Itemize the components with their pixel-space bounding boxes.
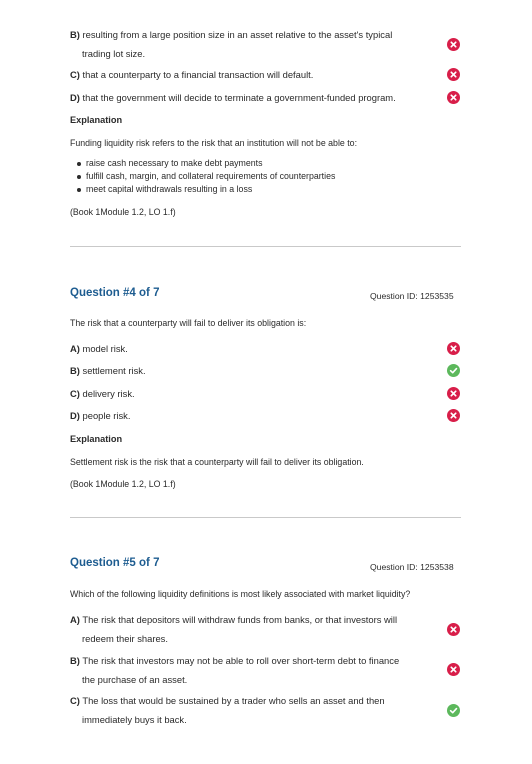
question-text: The risk that a counterparty will fail to deliver its obligation is: [70,318,307,328]
q4-option-c [70,384,438,403]
option-text-continued: the purchase of an asset. [82,674,188,685]
option-text: model risk. [82,343,128,354]
option-text-continued: immediately buys it back. [82,714,187,725]
option-letter: B) [70,29,80,40]
explanation-bullet: raise cash necessary to make debt payments [86,158,263,168]
question-text: Which of the following liquidity definitions is most likely associated with market liquidity? [70,589,411,599]
option-text: that a counterparty to a financial transaction will default. [82,69,314,80]
question-title: Question #4 of 7 [70,287,160,299]
q4-option-b [70,361,438,380]
q4-option-d [70,406,438,425]
option-letter: C) [70,695,80,706]
option-text: resulting from a large position size in an asset relative to the asset's typical [82,29,393,40]
divider [70,517,461,518]
q5-option-a [70,610,438,648]
option-text-continued: redeem their shares. [82,633,168,644]
option-text: that the government will decide to terminate a government-funded program. [82,92,396,103]
question-id: Question ID: 1253538 [370,562,454,572]
option-text: The risk that investors may not be able to roll over short-term debt to finance [82,655,400,666]
q5-option-c [70,691,438,729]
option-text: people risk. [82,410,131,421]
divider [70,246,461,247]
option-text: The loss that would be sustained by a trader who sells an asset and then [82,695,385,706]
explanation-heading: Explanation [70,115,123,125]
explanation-heading: Explanation [70,434,123,444]
question-title: Question #5 of 7 [70,557,160,569]
q4-option-a [70,339,438,358]
question-id: Question ID: 1253535 [370,291,454,301]
q3-option-d [70,88,438,107]
x-circle-icon [447,38,460,51]
option-letter: A) [70,343,80,354]
reference: (Book 1Module 1.2, LO 1.f) [70,479,176,489]
x-circle-icon [447,623,460,636]
check-circle-icon [447,704,460,717]
x-circle-icon [447,409,460,422]
option-letter: B) [70,655,80,666]
q3-option-b [70,25,438,63]
reference: (Book 1Module 1.2, LO 1.f) [70,207,176,217]
x-circle-icon [447,342,460,355]
option-letter: A) [70,614,80,625]
explanation-text: Settlement risk is the risk that a counterparty will fail to deliver its obligation. [70,457,364,467]
explanation-text: Funding liquidity risk refers to the risk that an institution will not be able to: [70,138,358,148]
explanation-bullet: fulfill cash, margin, and collateral requirements of counterparties [86,171,336,181]
q5-option-b [70,651,438,689]
option-letter: B) [70,365,80,376]
option-letter: D) [70,410,80,421]
x-circle-icon [447,91,460,104]
option-text-continued: trading lot size. [82,48,146,59]
option-letter: C) [70,69,80,80]
check-circle-icon [447,364,460,377]
option-letter: D) [70,92,80,103]
x-circle-icon [447,68,460,81]
option-text: The risk that depositors will withdraw funds from banks, or that investors will [82,614,398,625]
x-circle-icon [447,387,460,400]
option-letter: C) [70,388,80,399]
option-text: settlement risk. [82,365,146,376]
explanation-bullet: meet capital withdrawals resulting in a loss [86,184,253,194]
option-text: delivery risk. [82,388,135,399]
q3-option-c [70,65,438,84]
x-circle-icon [447,663,460,676]
